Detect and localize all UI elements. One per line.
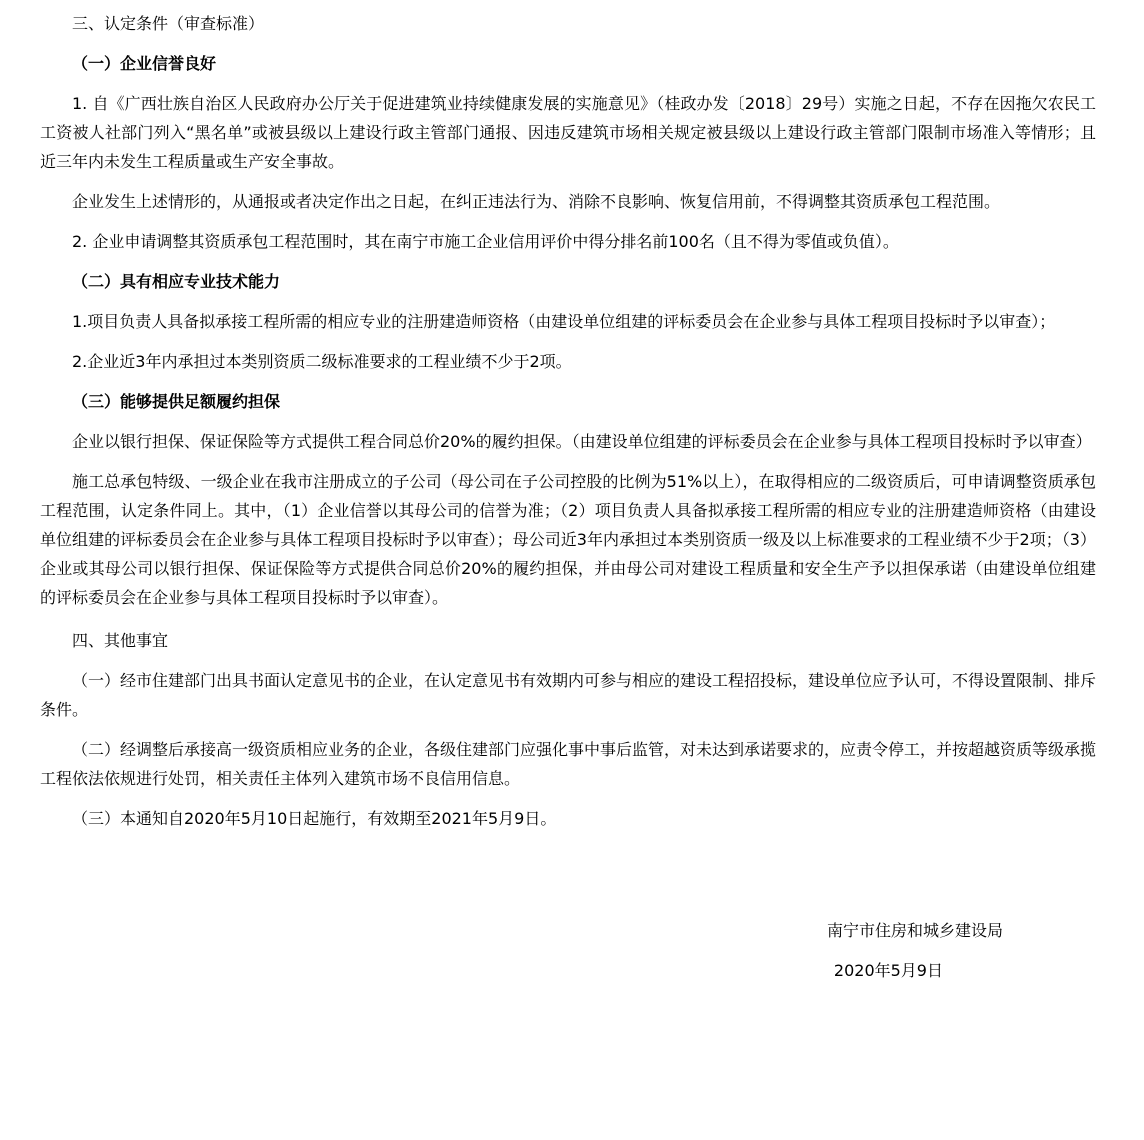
paragraph-other-item-1: （一）经市住建部门出具书面认定意见书的企业，在认定意见书有效期内可参与相应的建设工程招投标，建设单位应予认可，不得设置限制、排斥条件。 xyxy=(40,671,1097,719)
paragraph-credit-item-1: 1. 自《广西壮族自治区人民政府办公厅关于促进建筑业持续健康发展的实施意见》（桂政办发〔2018〕29号）实施之日起，不存在因拖欠农民工工资被人社部门列入“黑名单”或被县级以上建设行政主管部门通报、因违反建筑市场相关规定被县级以上建设行政主管部门限制市场准入等情形；且近三年内未发生工程质量或生产安全事故。 xyxy=(40,94,1096,171)
paragraph-credit-note: 企业发生上述情形的，从通报或者决定作出之日起，在纠正违法行为、消除不良影响、恢复信用前，不得调整其资质承包工程范围。 xyxy=(72,192,1001,211)
sub-heading-guarantee: （三）能够提供足额履约担保 xyxy=(72,392,281,411)
signature-issuer: 南宁市住房和城乡建设局 xyxy=(826,921,1003,940)
paragraph-technical-item-1: 1.项目负责人具备拟承接工程所需的相应专业的注册建造师资格（由建设单位组建的评标委员会在企业参与具体工程项目投标时予以审查）； xyxy=(72,312,1056,331)
paragraph-other-item-2: （二）经调整后承接高一级资质相应业务的企业，各级住建部门应强化事中事后监管，对未达到承诺要求的，应责令停工，并按超越资质等级承揽工程依法依规进行处罚，相关责任主体列入建筑市场不良信用信息。 xyxy=(40,740,1097,788)
paragraph-subsidiary-rules: 施工总承包特级、一级企业在我市注册成立的子公司（母公司在子公司控股的比例为51%以上），在取得相应的二级资质后，可申请调整资质承包工程范围，认定条件同上。其中，（1）企业信誉以其母公司的信誉为准；（2）项目负责人具备拟承接工程所需的相应专业的注册建造师资格（由建设单位组建的评标委员会在企业参与具体工程项目投标时予以审查）；母公司近3年内承担过本类别资质一级及以上标准要求的工程业绩不少于2项；（3）企业或其母公司以银行担保、保证保险等方式提供合同总价20%的履约担保，并由母公司对建设工程质量和安全生产予以担保承诺（由建设单位组建的评标委员会在企业参与具体工程项目投标时予以审查）。 xyxy=(40,472,1096,607)
paragraph-guarantee: 企业以银行担保、保证保险等方式提供工程合同总价20%的履约担保。（由建设单位组建的评标委员会在企业参与具体工程项目投标时予以审查） xyxy=(72,432,1092,451)
signature-date: 2020年5月9日 xyxy=(833,961,943,980)
sub-heading-credit: （一）企业信誉良好 xyxy=(72,54,217,73)
sub-heading-technical: （二）具有相应专业技术能力 xyxy=(72,272,281,291)
section-heading-four: 四、其他事宜 xyxy=(72,631,169,650)
section-heading-three: 三、认定条件（审查标准） xyxy=(72,14,265,33)
paragraph-technical-item-2: 2.企业近3年内承担过本类别资质二级标准要求的工程业绩不少于2项。 xyxy=(72,352,572,371)
paragraph-credit-item-2: 2. 企业申请调整其资质承包工程范围时，其在南宁市施工企业信用评价中得分排名前100名（且不得为零值或负值）。 xyxy=(72,232,899,251)
paragraph-other-item-3: （三）本通知自2020年5月10日起施行，有效期至2021年5月9日。 xyxy=(72,809,557,828)
